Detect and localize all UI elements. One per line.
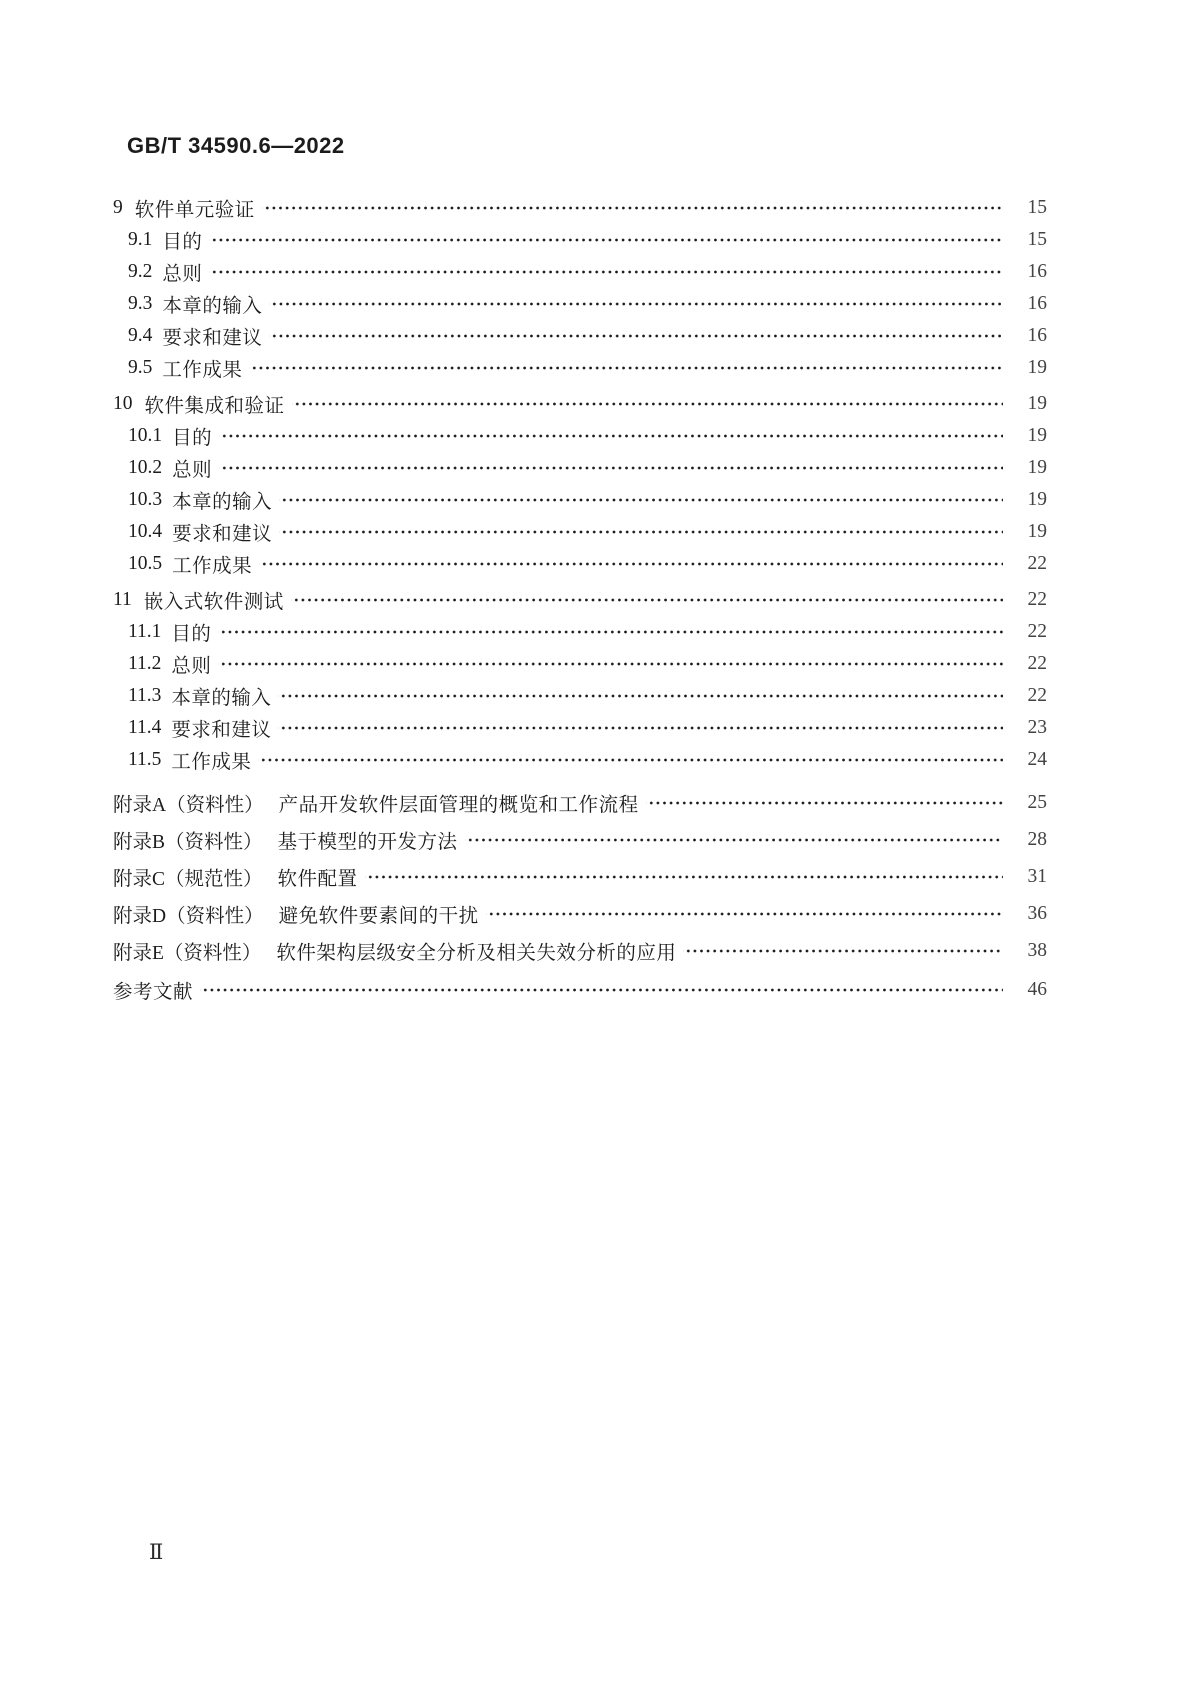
toc-entry-number: 9.1 <box>128 229 153 250</box>
toc-entry-number: 附录A（资料性） <box>113 794 264 816</box>
toc-entry-number: 10.5 <box>128 553 163 574</box>
leader-dots <box>269 288 1003 320</box>
toc-entry-number: 10.3 <box>128 489 163 510</box>
toc-entry-label: 避免软件要素间的干扰 <box>278 905 479 927</box>
leader-dots <box>278 712 1003 744</box>
toc-entry-number: 附录D（资料性） <box>113 905 264 927</box>
leader-dots <box>269 320 1003 352</box>
toc-entry-number: 11.1 <box>128 621 162 642</box>
toc-entry-number: 9.3 <box>128 293 153 314</box>
toc-entry-label: 本章的输入 <box>172 492 273 513</box>
toc-entry-number: 11.3 <box>128 685 162 706</box>
toc-entry <box>113 680 1047 712</box>
toc-entry <box>113 288 1047 320</box>
toc-entry-number: 11 <box>113 589 132 610</box>
leader-dots <box>279 516 1003 548</box>
toc-entry-number: 附录B（资料性） <box>113 831 263 853</box>
footer-page-number: Ⅱ <box>149 1540 164 1564</box>
leader-dots <box>259 548 1003 580</box>
leader-dots <box>646 784 1003 821</box>
toc-entry <box>113 256 1047 288</box>
toc-entry-label: 要求和建议 <box>171 720 272 741</box>
leader-dots <box>279 484 1003 516</box>
toc-entry-label: 目的 <box>171 624 212 645</box>
toc-entry <box>113 548 1047 580</box>
toc-entry-number: 9.5 <box>128 357 153 378</box>
toc-entry <box>113 388 1047 420</box>
toc-entry-label: 软件架构层级安全分析及相关失效分析的应用 <box>276 942 677 964</box>
toc-entry-page: 19 <box>1027 457 1047 478</box>
toc-entry-page: 19 <box>1027 393 1047 414</box>
toc-entry <box>113 584 1047 616</box>
toc-entry-page: 16 <box>1027 293 1047 314</box>
toc-entry-page: 22 <box>1027 653 1047 674</box>
toc-entry-label: 本章的输入 <box>162 296 263 317</box>
toc-entry-page: 19 <box>1027 489 1047 510</box>
toc-entry-label: 本章的输入 <box>171 688 272 709</box>
toc-entry-page: 46 <box>1027 978 1047 1000</box>
leader-dots <box>486 895 1003 932</box>
toc-entry <box>113 420 1047 452</box>
toc-entry-page: 16 <box>1027 261 1047 282</box>
toc-entry <box>113 224 1047 256</box>
leader-dots <box>262 192 1003 224</box>
toc-entry-label: 要求和建议 <box>172 524 273 545</box>
toc-entry-label: 工作成果 <box>162 360 243 381</box>
toc-entry <box>113 969 1047 1010</box>
toc-entry-label: 总则 <box>172 460 213 481</box>
toc-entry-page: 28 <box>1027 828 1047 850</box>
toc-entry <box>113 932 1047 969</box>
toc-entry-label: 基于模型的开发方法 <box>277 831 458 853</box>
toc-entry <box>113 320 1047 352</box>
toc-entry-page: 25 <box>1027 791 1047 813</box>
toc-entry-number: 9.2 <box>128 261 153 282</box>
leader-dots <box>219 420 1003 452</box>
toc-entry <box>113 712 1047 744</box>
toc-entry-page: 23 <box>1027 717 1047 738</box>
toc-entry <box>113 648 1047 680</box>
toc-entry <box>113 616 1047 648</box>
toc-entry-label: 目的 <box>172 428 213 449</box>
toc-entry-page: 22 <box>1027 553 1047 574</box>
toc-entry-page: 16 <box>1027 325 1047 346</box>
leader-dots <box>465 821 1003 858</box>
toc-entry-label: 软件配置 <box>277 868 358 890</box>
toc-entry-number: 附录E（资料性） <box>113 942 262 964</box>
toc-entry <box>113 484 1047 516</box>
toc-entry-page: 15 <box>1027 229 1047 250</box>
toc-entry <box>113 895 1047 932</box>
toc-entry-label: 软件集成和验证 <box>144 396 285 417</box>
leader-dots <box>209 224 1003 256</box>
toc-entry-label: 总则 <box>171 656 212 677</box>
toc-entry-page: 36 <box>1027 902 1047 924</box>
toc-entry-label: 嵌入式软件测试 <box>143 592 284 613</box>
leader-dots <box>291 584 1003 616</box>
toc-entry-number: 10.2 <box>128 457 163 478</box>
leader-dots <box>258 744 1003 776</box>
toc-entry-page: 31 <box>1027 865 1047 887</box>
leader-dots <box>683 932 1003 969</box>
toc-entry-page: 22 <box>1027 621 1047 642</box>
leader-dots <box>278 680 1003 712</box>
toc-entry-label: 参考文献 <box>113 981 194 1003</box>
toc-entry-number: 11.2 <box>128 653 162 674</box>
toc-entry-page: 24 <box>1027 749 1047 770</box>
toc-entry <box>113 352 1047 384</box>
toc-entry <box>113 858 1047 895</box>
toc-entry-label: 总则 <box>162 264 203 285</box>
toc-entry-page: 19 <box>1027 521 1047 542</box>
leader-dots <box>218 648 1003 680</box>
toc-entry-number: 11.4 <box>128 717 162 738</box>
leader-dots <box>200 969 1003 1010</box>
toc-entry <box>113 516 1047 548</box>
table-of-contents <box>113 192 1047 1010</box>
leader-dots <box>209 256 1003 288</box>
toc-entry-label: 软件单元验证 <box>134 200 255 221</box>
toc-entry-number: 附录C（规范性） <box>113 868 263 890</box>
document-number: GB/T 34590.6—2022 <box>127 133 345 158</box>
toc-entry-page: 19 <box>1027 425 1047 446</box>
toc-entry-page: 38 <box>1027 939 1047 961</box>
toc-entry-label: 目的 <box>162 232 203 253</box>
toc-entry-number: 9.4 <box>128 325 153 346</box>
toc-entry <box>113 192 1047 224</box>
leader-dots <box>218 616 1003 648</box>
toc-entry-page: 15 <box>1027 197 1047 218</box>
leader-dots <box>292 388 1003 420</box>
leader-dots <box>219 452 1003 484</box>
leader-dots <box>249 352 1003 384</box>
toc-entry-label: 工作成果 <box>171 752 252 773</box>
toc-entry <box>113 784 1047 821</box>
toc-entry-label: 产品开发软件层面管理的概览和工作流程 <box>278 794 639 816</box>
toc-entry-number: 11.5 <box>128 749 162 770</box>
toc-entry-number: 10 <box>113 393 133 414</box>
toc-entry-number: 9 <box>113 197 123 218</box>
toc-entry <box>113 744 1047 776</box>
toc-entry-number: 10.4 <box>128 521 163 542</box>
toc-entry <box>113 821 1047 858</box>
toc-entry <box>113 452 1047 484</box>
toc-entry-number: 10.1 <box>128 425 163 446</box>
toc-entry-label: 要求和建议 <box>162 328 263 349</box>
toc-entry-page: 22 <box>1027 589 1047 610</box>
toc-entry-page: 19 <box>1027 357 1047 378</box>
toc-entry-page: 22 <box>1027 685 1047 706</box>
toc-entry-label: 工作成果 <box>172 556 253 577</box>
leader-dots <box>365 858 1003 895</box>
